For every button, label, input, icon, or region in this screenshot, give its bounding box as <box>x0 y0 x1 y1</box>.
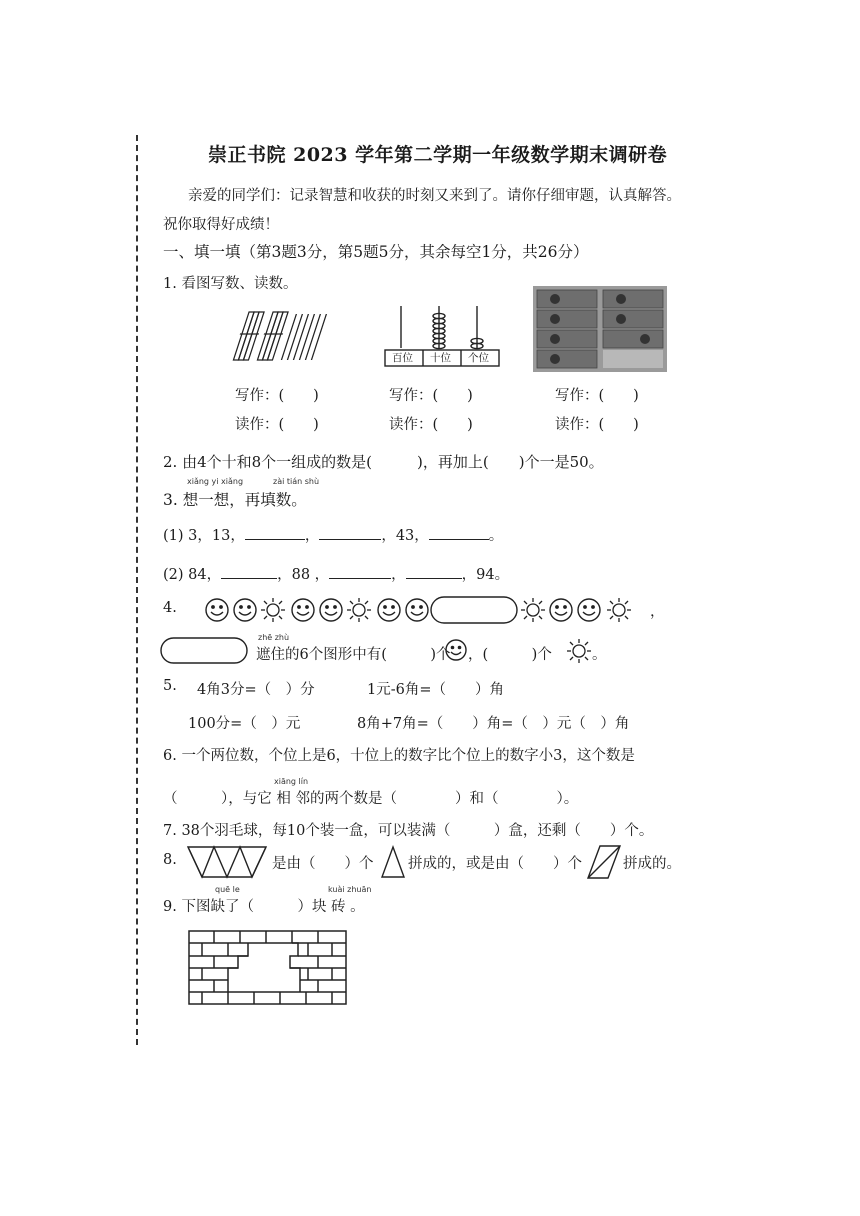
q1-write-1: 写作：( ) <box>235 388 319 404</box>
q6-line-2: （ ），与它 相 邻的两个数是（ ）和（ ）。 <box>163 791 579 807</box>
sun-icon <box>566 638 592 664</box>
banknotes-figure <box>533 286 667 372</box>
q8-text-b: 拼成的，或是由（ ）个 <box>408 856 582 872</box>
q5-number: 5. <box>163 678 177 694</box>
q5-line2-b: 8角+7角=（ ）角=（ ）元（ ）角 <box>357 716 630 732</box>
q4-text-b: ，( )个 <box>468 647 552 663</box>
q9-pinyin-2: kuài zhuān <box>328 885 372 894</box>
q4-comma: ， <box>650 604 665 620</box>
q5-line1-b: 1元-6角=（ ）角 <box>367 682 504 698</box>
parallelogram-icon <box>586 844 622 880</box>
brick-wall-figure <box>188 930 348 1006</box>
q1-prompt: 1. 看图写数、读数。 <box>163 276 298 292</box>
abacus-label-ones: 个位 <box>468 352 489 364</box>
abacus-label-tens: 十位 <box>430 352 451 364</box>
q9-text: 9. 下图缺了（ ）块 砖 。 <box>163 899 365 915</box>
intro-wish: 祝你取得好成绩！ <box>163 217 279 233</box>
page-title: 崇正书院 2023 学年第二学期一年级数学期末调研卷 <box>208 144 668 166</box>
q4-text-c: 。 <box>592 647 607 663</box>
q1-read-1: 读作：( ) <box>235 417 319 433</box>
smiley-icon <box>444 638 468 662</box>
intro-text: 亲爱的同学们：记录智慧和收获的时刻又来到了。请你仔细审题，认真解答。 <box>188 188 681 204</box>
q6-pinyin: xiāng lín <box>274 777 309 786</box>
q6-line-1: 6. 一个两位数，个位上是6，十位上的数字比个位上的数字小3，这个数是 <box>163 748 635 764</box>
shape-sequence-figure <box>203 593 643 627</box>
q1-write-2: 写作：( ) <box>389 388 473 404</box>
q4-number: 4. <box>163 600 177 616</box>
q8-text-c: 拼成的。 <box>623 856 681 872</box>
q1-write-3: 写作：( ) <box>555 388 639 404</box>
q5-line1-a: 4角3分=（ ）分 <box>197 682 315 698</box>
stick-bundles-figure <box>235 306 355 366</box>
q3-pinyin-2: zài tián shù <box>273 477 320 486</box>
q4-text-a: 遮住的6个图形中有( )个 <box>256 647 451 663</box>
q7-text: 7. 38个羽毛球，每10个装一盒，可以装满（ ）盒，还剩（ ）个。 <box>163 823 654 839</box>
q8-text-a: 是由（ ）个 <box>272 856 374 872</box>
triangle-icon <box>380 845 406 879</box>
q1-read-2: 读作：( ) <box>389 417 473 433</box>
triangle-strip-figure <box>186 845 270 879</box>
q3-sequence-1: (1) 3，13， ， ，43， 。 <box>163 528 504 544</box>
cover-box-figure <box>160 637 250 665</box>
q8-number: 8. <box>163 852 177 868</box>
q9-pinyin-1: quē le <box>215 885 240 894</box>
cut-line <box>136 135 138 1045</box>
q1-read-3: 读作：( ) <box>555 417 639 433</box>
q4-pinyin: zhē zhù <box>258 633 290 642</box>
q3-pinyin-1: xiǎng yi xiǎng <box>187 477 244 486</box>
abacus-label-hundreds: 百位 <box>392 352 413 364</box>
q3-prompt: 3. 想一想，再填数。 <box>163 491 307 509</box>
section-heading: 一、填一填（第3题3分，第5题5分，其余每空1分，共26分） <box>163 243 589 261</box>
q3-sequence-2: (2) 84， ，88 ， ， ，94。 <box>163 567 510 583</box>
q2-text: 2. 由4个十和8个一组成的数是( )，再加上( )个一是50。 <box>163 453 604 471</box>
q5-line2-a: 100分=（ ）元 <box>188 716 301 732</box>
